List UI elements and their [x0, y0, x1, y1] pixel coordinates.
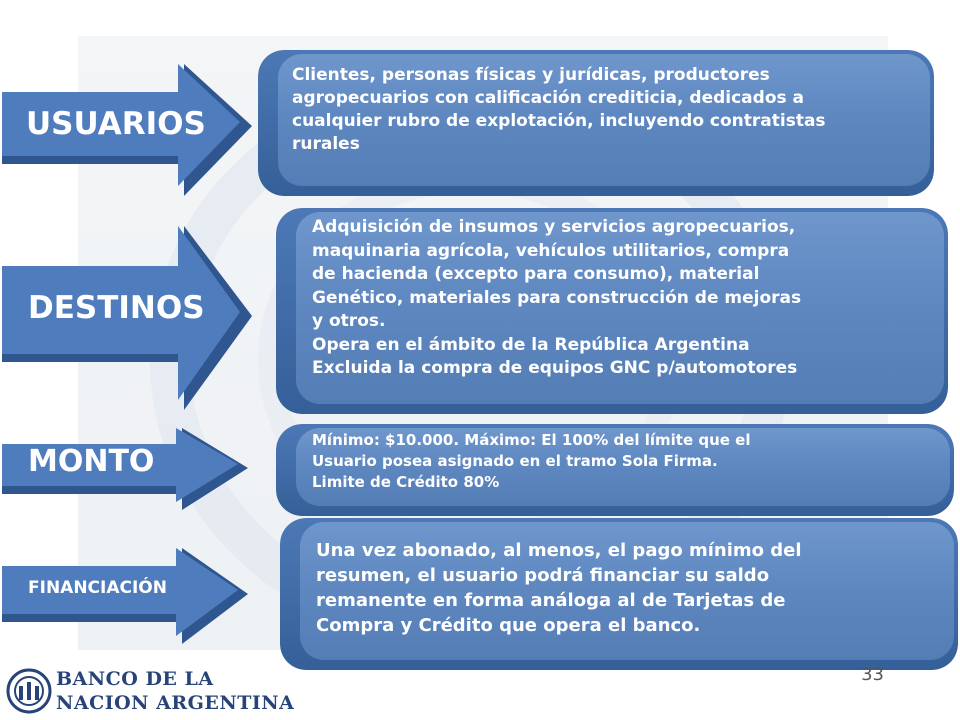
text-line: Excluida la compra de equipos GNC p/automotores	[312, 358, 798, 378]
usuarios-card	[258, 50, 934, 196]
usuarios-arrow	[2, 64, 252, 196]
monto-arrow	[2, 428, 252, 510]
section-label-monto: MONTO	[28, 444, 155, 479]
bank-name-line2: NACION ARGENTINA	[56, 692, 295, 714]
bank-emblem-icon	[6, 668, 52, 714]
text-line: Clientes, personas físicas y jurídicas, productores	[292, 65, 770, 85]
bank-name-line1: BANCO DE LA	[56, 668, 214, 690]
financiacion-description	[316, 538, 802, 638]
section-label-usuarios: USUARIOS	[26, 106, 206, 142]
section-label-destinos: DESTINOS	[28, 290, 205, 326]
text-line: Adquisición de insumos y servicios agropecuarios,	[312, 217, 796, 237]
monto-card	[276, 424, 954, 516]
bank-logo	[6, 666, 295, 718]
destinos-arrow	[2, 226, 252, 410]
usuarios-description	[292, 64, 826, 156]
financiacion-card	[280, 518, 958, 670]
monto-description	[312, 430, 751, 493]
text-line: Genético, materiales para construcción de mejoras	[312, 287, 802, 308]
text-line: agropecuarios con calificación crediticia, dedicados a	[292, 88, 805, 108]
text-line: cualquier rubro de explotación, incluyendo contratistas	[292, 111, 826, 131]
text-line: Opera en el ámbito de la República Argentina	[312, 334, 750, 355]
destinos-description	[312, 216, 801, 381]
text-line: remanente en forma análoga al de Tarjetas de	[316, 590, 786, 611]
text-line: rurales	[292, 134, 360, 154]
text-line: Una vez abonado, al menos, el pago mínimo del	[316, 540, 802, 561]
section-label-financiacion: FINANCIACIÓN	[28, 578, 167, 598]
financiacion-arrow	[2, 548, 252, 644]
text-line: y otros.	[312, 311, 386, 331]
text-line: Mínimo: $10.000. Máximo: El 100% del límite que el	[312, 431, 751, 449]
text-line: Compra y Crédito que opera el banco.	[316, 615, 701, 636]
text-line: Usuario posea asignado en el tramo Sola Firma.	[312, 452, 718, 470]
text-line: maquinaria agrícola, vehículos utilitarios, compra	[312, 240, 790, 261]
page-number: 33	[861, 664, 884, 685]
destinos-card	[276, 208, 948, 414]
text-line: Limite de Crédito 80%	[312, 473, 500, 491]
text-line: de hacienda (excepto para consumo), material	[312, 264, 760, 284]
text-line: resumen, el usuario podrá financiar su saldo	[316, 565, 770, 586]
